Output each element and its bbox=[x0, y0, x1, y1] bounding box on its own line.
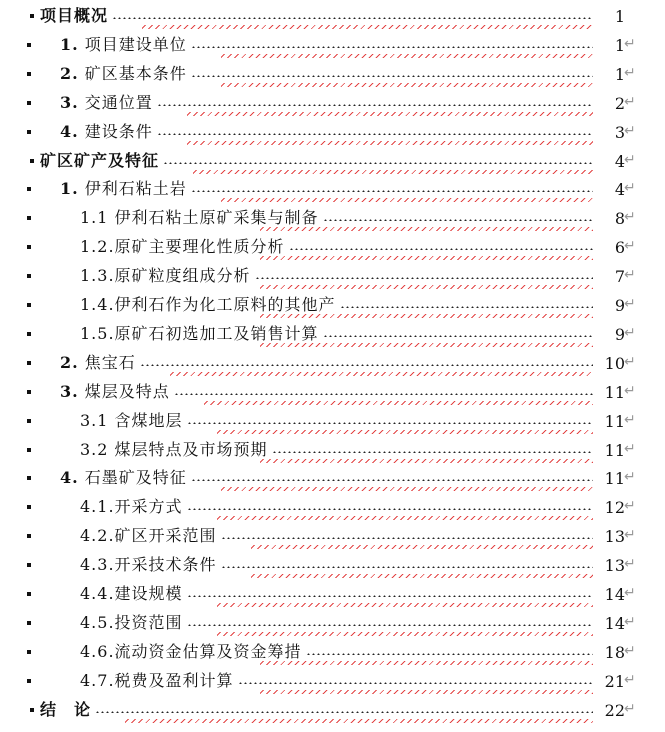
toc-page-number: 1 bbox=[614, 35, 625, 55]
dot-leader bbox=[95, 711, 593, 713]
toc-entry-text: 项目概况 bbox=[40, 6, 109, 25]
list-bullet-icon bbox=[27, 679, 31, 683]
toc-entry-text: 4.4.建设规模 bbox=[80, 584, 183, 603]
toc-entry[interactable] bbox=[0, 3, 665, 32]
paragraph-mark-icon: ↵ bbox=[624, 180, 636, 197]
paragraph-mark-icon: ↵ bbox=[624, 527, 636, 544]
toc-page-number: 1 bbox=[614, 64, 625, 84]
list-bullet-icon bbox=[30, 708, 34, 712]
dot-leader bbox=[163, 162, 593, 164]
list-bullet-icon bbox=[27, 303, 31, 307]
toc-entry-number: 1. bbox=[60, 34, 79, 54]
toc-entry[interactable] bbox=[0, 523, 665, 552]
list-bullet-icon bbox=[30, 14, 34, 18]
list-bullet-icon bbox=[27, 101, 31, 105]
toc-entry[interactable] bbox=[0, 581, 665, 610]
toc-entry-text: 4.3.开采技术条件 bbox=[80, 555, 217, 575]
toc-entry-text: 焦宝石 bbox=[84, 352, 136, 372]
toc-entry-text: 4.2.矿区开采范围 bbox=[80, 526, 217, 546]
dot-leader bbox=[187, 624, 593, 626]
dot-leader bbox=[187, 595, 593, 597]
spellcheck-squiggle bbox=[260, 343, 593, 347]
toc-entry-title bbox=[60, 352, 136, 374]
toc-entry[interactable] bbox=[0, 205, 665, 234]
spellcheck-squiggle bbox=[251, 545, 593, 549]
toc-entry-title bbox=[60, 121, 153, 143]
toc-entry-title bbox=[80, 439, 268, 461]
toc-page-number: 11 bbox=[604, 411, 625, 431]
spellcheck-squiggle bbox=[260, 459, 593, 463]
spellcheck-squiggle bbox=[217, 603, 593, 607]
toc-page-number: 22 bbox=[604, 700, 625, 720]
toc-page-number: 9 bbox=[614, 296, 625, 315]
toc-entry-text: 建设条件 bbox=[84, 121, 153, 141]
paragraph-mark-icon: ↵ bbox=[624, 267, 636, 284]
toc-entry-text: 4.1.开采方式 bbox=[80, 497, 183, 517]
spellcheck-squiggle bbox=[260, 314, 593, 318]
dot-leader bbox=[191, 75, 593, 77]
toc-entry-text: 煤层及特点 bbox=[84, 381, 170, 401]
list-bullet-icon bbox=[27, 563, 31, 567]
toc-entry-text: 1.5.原矿石初选加工及销售计算 bbox=[80, 323, 319, 343]
toc-entry-text: 3.2 煤层特点及市场预期 bbox=[80, 439, 268, 459]
toc-entry-title bbox=[40, 699, 91, 721]
toc-page-number: 11 bbox=[604, 440, 625, 460]
spellcheck-squiggle bbox=[221, 487, 593, 491]
spellcheck-squiggle bbox=[217, 632, 593, 636]
toc-entry[interactable] bbox=[0, 379, 665, 408]
toc-entry-text: 交通位置 bbox=[84, 92, 153, 112]
toc-page-number: 14 bbox=[604, 613, 625, 633]
dot-leader bbox=[174, 393, 593, 395]
paragraph-mark-icon: ↵ bbox=[624, 613, 636, 630]
dot-leader bbox=[340, 306, 593, 308]
toc-entry-title bbox=[80, 265, 251, 287]
toc-entry-text: 伊利石粘土岩 bbox=[84, 179, 187, 199]
toc-entry-text: 1.3.原矿粒度组成分析 bbox=[80, 266, 251, 286]
dot-leader bbox=[191, 479, 593, 481]
toc-entry[interactable] bbox=[0, 465, 665, 494]
toc-page-number: 2 bbox=[614, 93, 625, 113]
paragraph-mark-icon: ↵ bbox=[624, 151, 636, 168]
toc-page-number: 6 bbox=[614, 238, 625, 258]
toc-entry-number: 4. bbox=[60, 121, 79, 141]
dot-leader bbox=[191, 46, 593, 48]
toc-entry-number: 1. bbox=[60, 179, 79, 199]
list-bullet-icon bbox=[27, 448, 31, 452]
toc-entry-text: 石墨矿及特征 bbox=[84, 468, 187, 488]
spellcheck-squiggle bbox=[204, 401, 593, 405]
list-bullet-icon bbox=[27, 476, 31, 480]
toc-entry-title bbox=[80, 554, 217, 576]
dot-leader bbox=[140, 364, 593, 366]
list-bullet-icon bbox=[27, 390, 31, 394]
toc-entry[interactable] bbox=[0, 90, 665, 119]
toc-entry-title bbox=[60, 63, 187, 85]
toc-entry-title bbox=[80, 207, 319, 229]
toc-entry[interactable] bbox=[0, 639, 665, 668]
toc-entry[interactable] bbox=[0, 119, 665, 148]
paragraph-mark-icon: ↵ bbox=[624, 440, 636, 457]
toc-entry[interactable] bbox=[0, 234, 665, 263]
toc-page-number: 13 bbox=[604, 556, 625, 576]
list-bullet-icon bbox=[27, 361, 31, 365]
dot-leader bbox=[187, 508, 593, 510]
toc-entry-title bbox=[80, 641, 302, 663]
spellcheck-squiggle bbox=[217, 516, 593, 520]
toc-entry-number: 2. bbox=[60, 352, 79, 372]
toc-entry-text: 3.1 含煤地层 bbox=[80, 410, 183, 430]
paragraph-mark-icon: ↵ bbox=[624, 382, 636, 399]
paragraph-mark-icon: ↵ bbox=[624, 556, 636, 573]
toc-entry-text: 矿区矿产及特征 bbox=[40, 150, 160, 170]
list-bullet-icon bbox=[27, 505, 31, 509]
dot-leader bbox=[191, 190, 593, 192]
dot-leader bbox=[221, 566, 593, 568]
paragraph-mark-icon: ↵ bbox=[624, 122, 636, 139]
toc-entry-title bbox=[80, 670, 234, 692]
dot-leader bbox=[221, 537, 593, 539]
toc-entry-text: 4.5.投资范围 bbox=[80, 612, 183, 632]
toc-entry-text: 1.2.原矿主要理化性质分析 bbox=[80, 237, 285, 257]
list-bullet-icon bbox=[30, 159, 34, 163]
toc-entry[interactable] bbox=[0, 668, 665, 697]
dot-leader bbox=[323, 219, 593, 221]
spellcheck-squiggle bbox=[187, 112, 593, 116]
dot-leader bbox=[323, 335, 593, 337]
toc-entry[interactable] bbox=[0, 32, 665, 61]
paragraph-mark-icon: ↵ bbox=[624, 411, 636, 428]
toc-entry-title bbox=[60, 467, 187, 489]
toc-entry[interactable] bbox=[0, 697, 665, 726]
dot-leader bbox=[112, 17, 593, 19]
toc-entry-number: 2. bbox=[60, 63, 79, 83]
list-bullet-icon bbox=[27, 650, 31, 654]
spellcheck-squiggle bbox=[217, 430, 593, 434]
toc-entry-number: 3. bbox=[60, 92, 79, 112]
toc-entry[interactable] bbox=[0, 350, 665, 379]
toc-entry-title bbox=[80, 496, 183, 518]
spellcheck-squiggle bbox=[260, 256, 593, 260]
dot-leader bbox=[238, 682, 593, 684]
paragraph-mark-icon: ↵ bbox=[624, 238, 636, 255]
toc-entry-title bbox=[80, 236, 285, 258]
toc-entry[interactable] bbox=[0, 292, 665, 321]
spellcheck-squiggle bbox=[142, 25, 593, 29]
list-bullet-icon bbox=[27, 534, 31, 538]
toc-entry[interactable] bbox=[0, 263, 665, 292]
paragraph-mark-icon: ↵ bbox=[624, 93, 636, 110]
toc-entry-text: 1.1 伊利石粘土原矿采集与制备 bbox=[80, 208, 319, 228]
toc-entry-title bbox=[80, 612, 183, 634]
toc-page-number: 4 bbox=[614, 180, 625, 200]
toc-entry-title bbox=[80, 294, 336, 316]
toc-entry-text: 4.7.税费及盈利计算 bbox=[80, 670, 234, 690]
list-bullet-icon bbox=[27, 43, 31, 47]
dot-leader bbox=[157, 133, 593, 135]
dot-leader bbox=[187, 422, 593, 424]
paragraph-mark-icon: ↵ bbox=[624, 296, 636, 312]
spellcheck-squiggle bbox=[260, 227, 593, 231]
dot-leader bbox=[255, 277, 593, 279]
list-bullet-icon bbox=[27, 274, 31, 278]
spellcheck-squiggle bbox=[260, 285, 593, 289]
toc-page-number: 21 bbox=[604, 671, 625, 691]
paragraph-mark-icon: ↵ bbox=[624, 469, 636, 486]
toc-entry-title bbox=[80, 583, 183, 605]
toc-page-number: 12 bbox=[604, 498, 625, 518]
dot-leader bbox=[289, 248, 593, 250]
spellcheck-squiggle bbox=[260, 661, 593, 665]
toc-entry[interactable] bbox=[0, 148, 665, 177]
list-bullet-icon bbox=[27, 332, 31, 336]
spellcheck-squiggle bbox=[221, 54, 593, 58]
toc-entry-title bbox=[60, 381, 170, 403]
paragraph-mark-icon: ↵ bbox=[624, 700, 636, 717]
toc-page-number: 4 bbox=[614, 151, 625, 171]
toc-entry-text: 矿区基本条件 bbox=[84, 63, 187, 83]
toc-entry-title bbox=[80, 410, 183, 432]
spellcheck-squiggle bbox=[193, 170, 593, 174]
list-bullet-icon bbox=[27, 187, 31, 191]
list-bullet-icon bbox=[27, 72, 31, 76]
list-bullet-icon bbox=[27, 130, 31, 134]
toc-entry[interactable] bbox=[0, 321, 665, 350]
toc-entry-number: 3. bbox=[60, 381, 79, 401]
toc-entry-text: 结 论 bbox=[40, 699, 92, 719]
toc-entry-title bbox=[40, 5, 108, 27]
toc-page-number: 9 bbox=[614, 324, 625, 344]
toc-page-number: 7 bbox=[614, 267, 625, 287]
toc-entry-text: 4.6.流动资金估算及资金筹措 bbox=[80, 641, 302, 661]
paragraph-mark-icon: ↵ bbox=[624, 671, 636, 688]
toc-page-number: 11 bbox=[604, 382, 625, 402]
dot-leader bbox=[306, 653, 593, 655]
toc-page-number: 8 bbox=[614, 209, 625, 229]
list-bullet-icon bbox=[27, 419, 31, 423]
spellcheck-squiggle bbox=[221, 198, 593, 202]
toc-entry-number: 4. bbox=[60, 468, 79, 488]
spellcheck-squiggle bbox=[221, 83, 593, 87]
spellcheck-squiggle bbox=[260, 690, 593, 694]
paragraph-mark-icon: ↵ bbox=[624, 64, 636, 81]
list-bullet-icon bbox=[27, 245, 31, 249]
toc-page-number: 10 bbox=[604, 353, 625, 373]
toc-entry-title bbox=[80, 525, 217, 547]
toc-page-number: 3 bbox=[614, 122, 625, 142]
list-bullet-icon bbox=[27, 592, 31, 596]
toc-entry[interactable] bbox=[0, 610, 665, 639]
toc-entry[interactable] bbox=[0, 552, 665, 581]
paragraph-mark-icon: ↵ bbox=[624, 353, 636, 370]
toc-entry-title bbox=[60, 178, 187, 200]
paragraph-mark-icon: ↵ bbox=[624, 585, 636, 601]
list-bullet-icon bbox=[27, 621, 31, 625]
paragraph-mark-icon: ↵ bbox=[624, 324, 636, 341]
paragraph-mark-icon: ↵ bbox=[624, 35, 636, 52]
spellcheck-squiggle bbox=[187, 141, 593, 145]
dot-leader bbox=[272, 451, 593, 453]
toc-page-number: 11 bbox=[604, 469, 625, 489]
toc-entry[interactable] bbox=[0, 437, 665, 466]
toc-entry[interactable] bbox=[0, 176, 665, 205]
toc-entry-title bbox=[40, 150, 159, 172]
toc-entry-title bbox=[60, 34, 187, 56]
spellcheck-squiggle bbox=[170, 372, 593, 376]
toc-entry-text: 项目建设单位 bbox=[84, 34, 187, 54]
toc-entry-text: 1.4.伊利石作为化工原料的其他产 bbox=[80, 295, 336, 314]
dot-leader bbox=[157, 104, 593, 106]
toc-entry[interactable] bbox=[0, 61, 665, 90]
toc-page-number: 18 bbox=[604, 642, 625, 662]
toc-entry[interactable] bbox=[0, 494, 665, 523]
spellcheck-squiggle bbox=[125, 719, 593, 723]
toc-entry[interactable] bbox=[0, 408, 665, 437]
list-bullet-icon bbox=[27, 216, 31, 220]
paragraph-mark-icon: ↵ bbox=[624, 209, 636, 226]
paragraph-mark-icon: ↵ bbox=[624, 642, 636, 659]
paragraph-mark-icon: ↵ bbox=[624, 498, 636, 515]
toc-entry-title bbox=[80, 323, 319, 345]
toc-entry-title bbox=[60, 92, 153, 114]
toc-page-number: 14 bbox=[604, 585, 625, 604]
spellcheck-squiggle bbox=[251, 574, 593, 578]
toc-page-number: 1 bbox=[614, 7, 625, 26]
toc-page-number: 13 bbox=[604, 527, 625, 547]
